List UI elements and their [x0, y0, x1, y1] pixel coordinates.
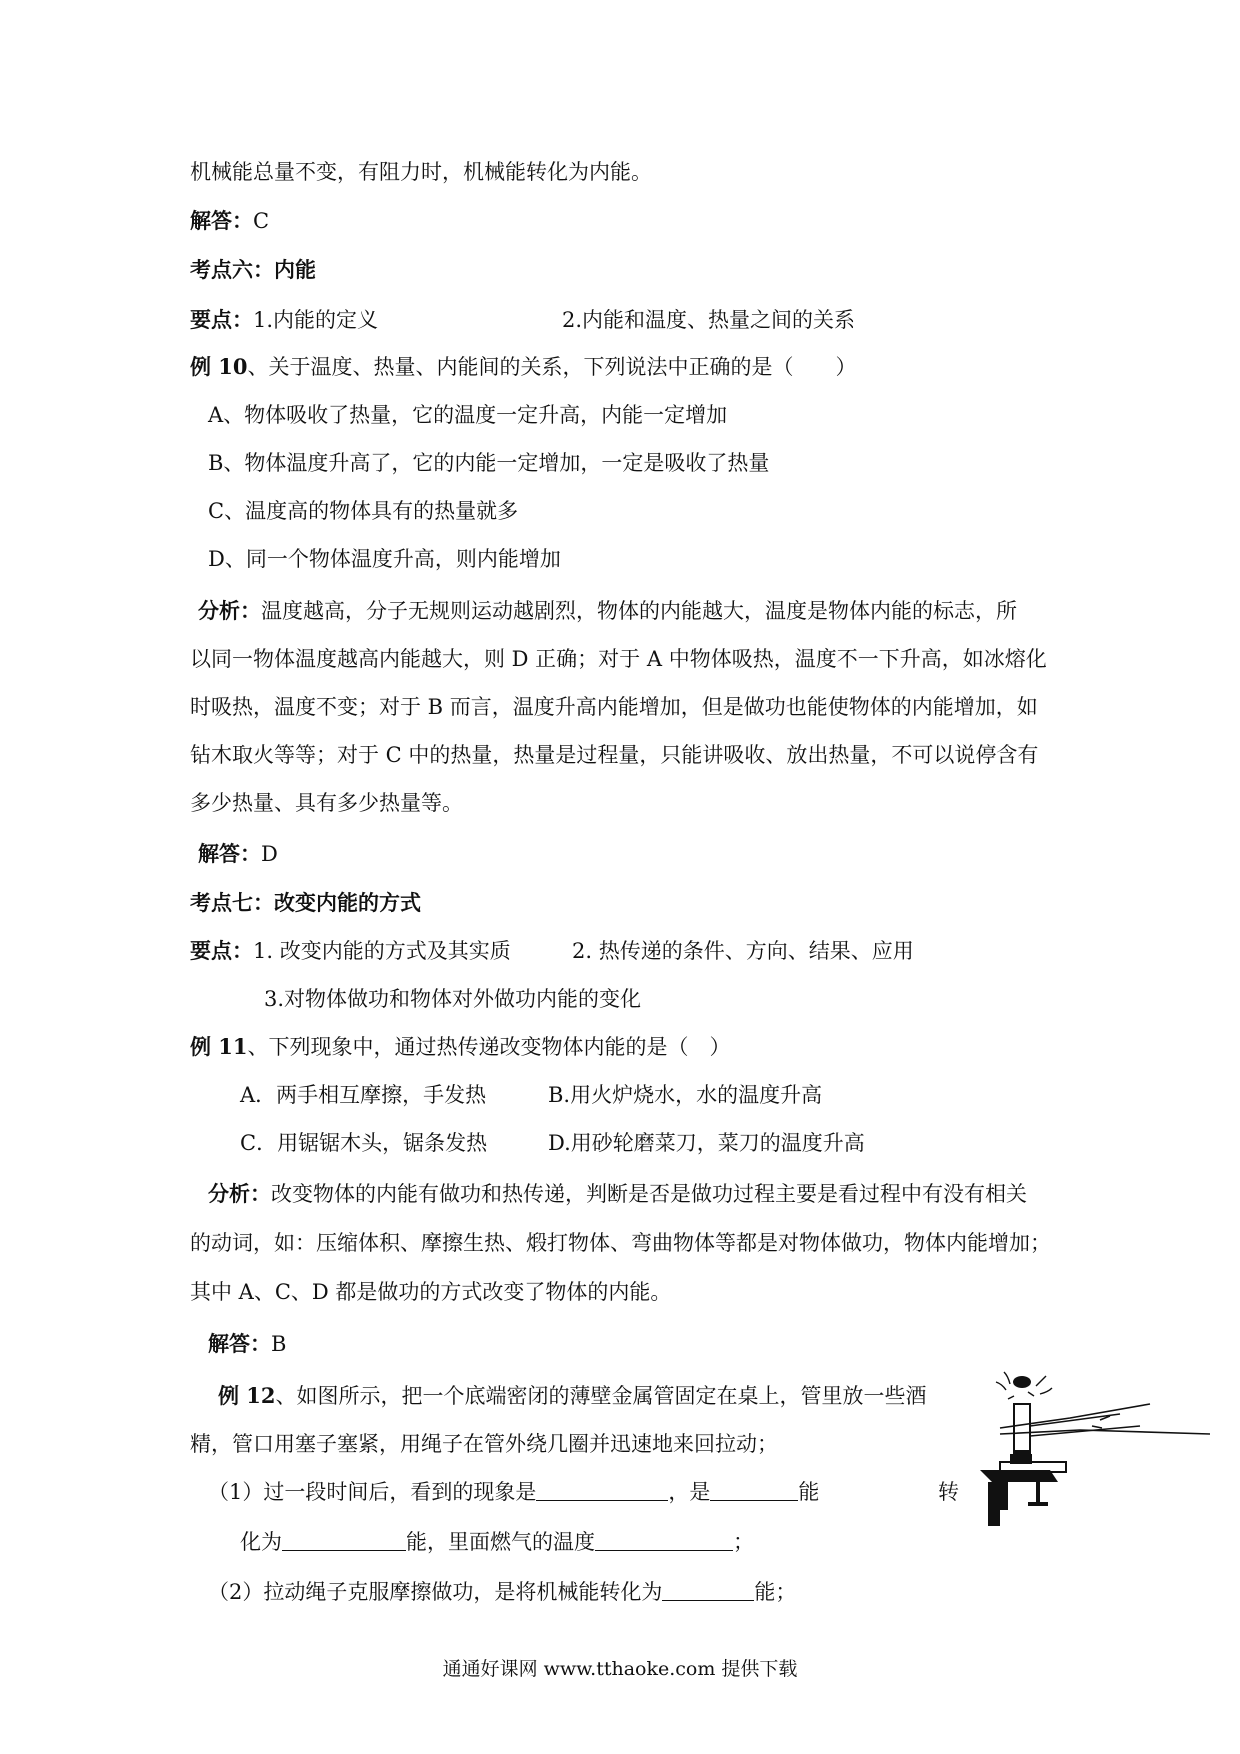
example-text: 、下列现象中，通过热传递改变物体内能的是（ ）	[247, 1035, 731, 1059]
option-b: B、物体温度升高了，它的内能一定增加，一定是吸收了热量	[208, 451, 770, 475]
keypoint-1: 1. 改变内能的方式及其实质	[253, 939, 511, 963]
answer-label: 解答：	[198, 841, 261, 866]
question-text: 转	[938, 1480, 959, 1504]
answer-line	[198, 840, 278, 868]
text-line: 机械能总量不变，有阻力时，机械能转化为内能。	[190, 160, 652, 184]
analysis-line	[198, 597, 1017, 625]
question-1-line	[208, 1478, 819, 1506]
option-c: C、温度高的物体具有的热量就多	[208, 499, 519, 523]
question-text: 能；	[754, 1580, 797, 1604]
answer-value: B	[271, 1332, 287, 1356]
section-heading: 考点七：改变内能的方式	[190, 890, 421, 915]
answer-value: C	[253, 209, 270, 233]
analysis-label: 分析：	[198, 598, 261, 623]
analysis-line: 其中 A、C、D 都是做功的方式改变了物体的内能。	[190, 1280, 672, 1304]
answer-label: 解答：	[190, 208, 253, 233]
analysis-line: 钻木取火等等；对于 C 中的热量，热量是过程量，只能讲吸收、放出热量，不可以说停含有	[190, 743, 1039, 767]
question-text: 能	[798, 1480, 820, 1504]
keypoint-2: 2. 热传递的条件、方向、结果、应用	[572, 939, 914, 963]
keypoints-line	[190, 306, 856, 334]
answer-blank[interactable]	[536, 1478, 668, 1501]
rope-icon	[1000, 1404, 1210, 1436]
keypoint-1: 1.内能的定义	[253, 308, 379, 332]
option-a: A、物体吸收了热量，它的温度一定升高，内能一定增加	[208, 403, 728, 427]
option-c: C．用锯锯木头，锯条发热	[240, 1131, 488, 1155]
keypoints-label: 要点：	[190, 307, 253, 332]
example-text: 、如图所示，把一个底端密闭的薄壁金属管固定在桌上，管里放一些酒	[275, 1384, 927, 1408]
option-d: D、同一个物体温度升高，则内能增加	[208, 547, 561, 571]
example-label: 例 11	[190, 1034, 248, 1059]
example-label: 例 12	[218, 1383, 276, 1408]
example-question	[190, 353, 857, 381]
apparatus-figure	[970, 1370, 1220, 1555]
question-text: 化为	[240, 1530, 282, 1554]
analysis-label: 分析：	[208, 1181, 271, 1206]
stopper-icon	[1013, 1376, 1031, 1388]
answer-label: 解答：	[208, 1331, 271, 1356]
analysis-line: 的动词，如：压缩体积、摩擦生热、煅打物体、弯曲物体等都是对物体做功，物体内能增加；	[190, 1231, 1051, 1255]
question-1-line	[240, 1528, 754, 1556]
answer-blank[interactable]	[710, 1478, 798, 1501]
example-question	[218, 1382, 927, 1410]
option-d: D.用砂轮磨菜刀，菜刀的温度升高	[548, 1131, 865, 1155]
question-text: ；	[733, 1530, 754, 1554]
question-text: ，是	[668, 1480, 711, 1504]
answer-blank[interactable]	[595, 1528, 733, 1551]
analysis-line	[208, 1180, 1027, 1208]
page-footer: 通通好课网 www.tthaoke.com 提供下载	[442, 1658, 798, 1680]
answer-value: D	[261, 842, 278, 866]
question-text: （2）拉动绳子克服摩擦做功，是将机械能转化为	[208, 1580, 663, 1604]
answer-blank[interactable]	[282, 1528, 406, 1551]
answer-line	[190, 207, 269, 235]
example-text-line: 精，管口用塞子塞紧，用绳子在管外绕几圈并迅速地来回拉动；	[190, 1432, 778, 1456]
analysis-line: 时吸热，温度不变；对于 B 而言，温度升高内能增加，但是做功也能使物体的内能增加，如	[190, 695, 1038, 719]
option-b: B.用火炉烧水，水的温度升高	[548, 1083, 823, 1107]
option-a: A．两手相互摩擦，手发热	[240, 1083, 487, 1107]
analysis-text: 温度越高，分子无规则运动越剧烈，物体的内能越大，温度是物体内能的标志，所	[261, 599, 1017, 623]
example-question	[190, 1033, 731, 1061]
example-label: 例 10	[190, 354, 248, 379]
answer-line	[208, 1330, 286, 1358]
keypoints-line	[190, 937, 914, 965]
section-heading: 考点六：内能	[190, 257, 316, 282]
question-2-line	[208, 1578, 796, 1606]
example-text: 、关于温度、热量、内能间的关系，下列说法中正确的是（ ）	[247, 355, 857, 379]
keypoint-2: 2.内能和温度、热量之间的关系	[562, 308, 856, 332]
table-clamp-icon	[980, 1454, 1066, 1526]
answer-blank[interactable]	[662, 1578, 754, 1601]
keypoint-3: 3.对物体做功和物体对外做功内能的变化	[264, 987, 642, 1011]
keypoints-label: 要点：	[190, 938, 253, 963]
analysis-line: 多少热量、具有多少热量等。	[190, 791, 463, 815]
question-text: 能，里面燃气的温度	[406, 1530, 595, 1554]
analysis-line: 以同一物体温度越高内能越大，则 D 正确；对于 A 中物体吸热，温度不一下升高，如冰熔化	[190, 647, 1047, 671]
question-text: （1）过一段时间后，看到的现象是	[208, 1480, 537, 1504]
analysis-text: 改变物体的内能有做功和热传递，判断是否是做功过程主要是看过程中有没有相关	[271, 1182, 1027, 1206]
